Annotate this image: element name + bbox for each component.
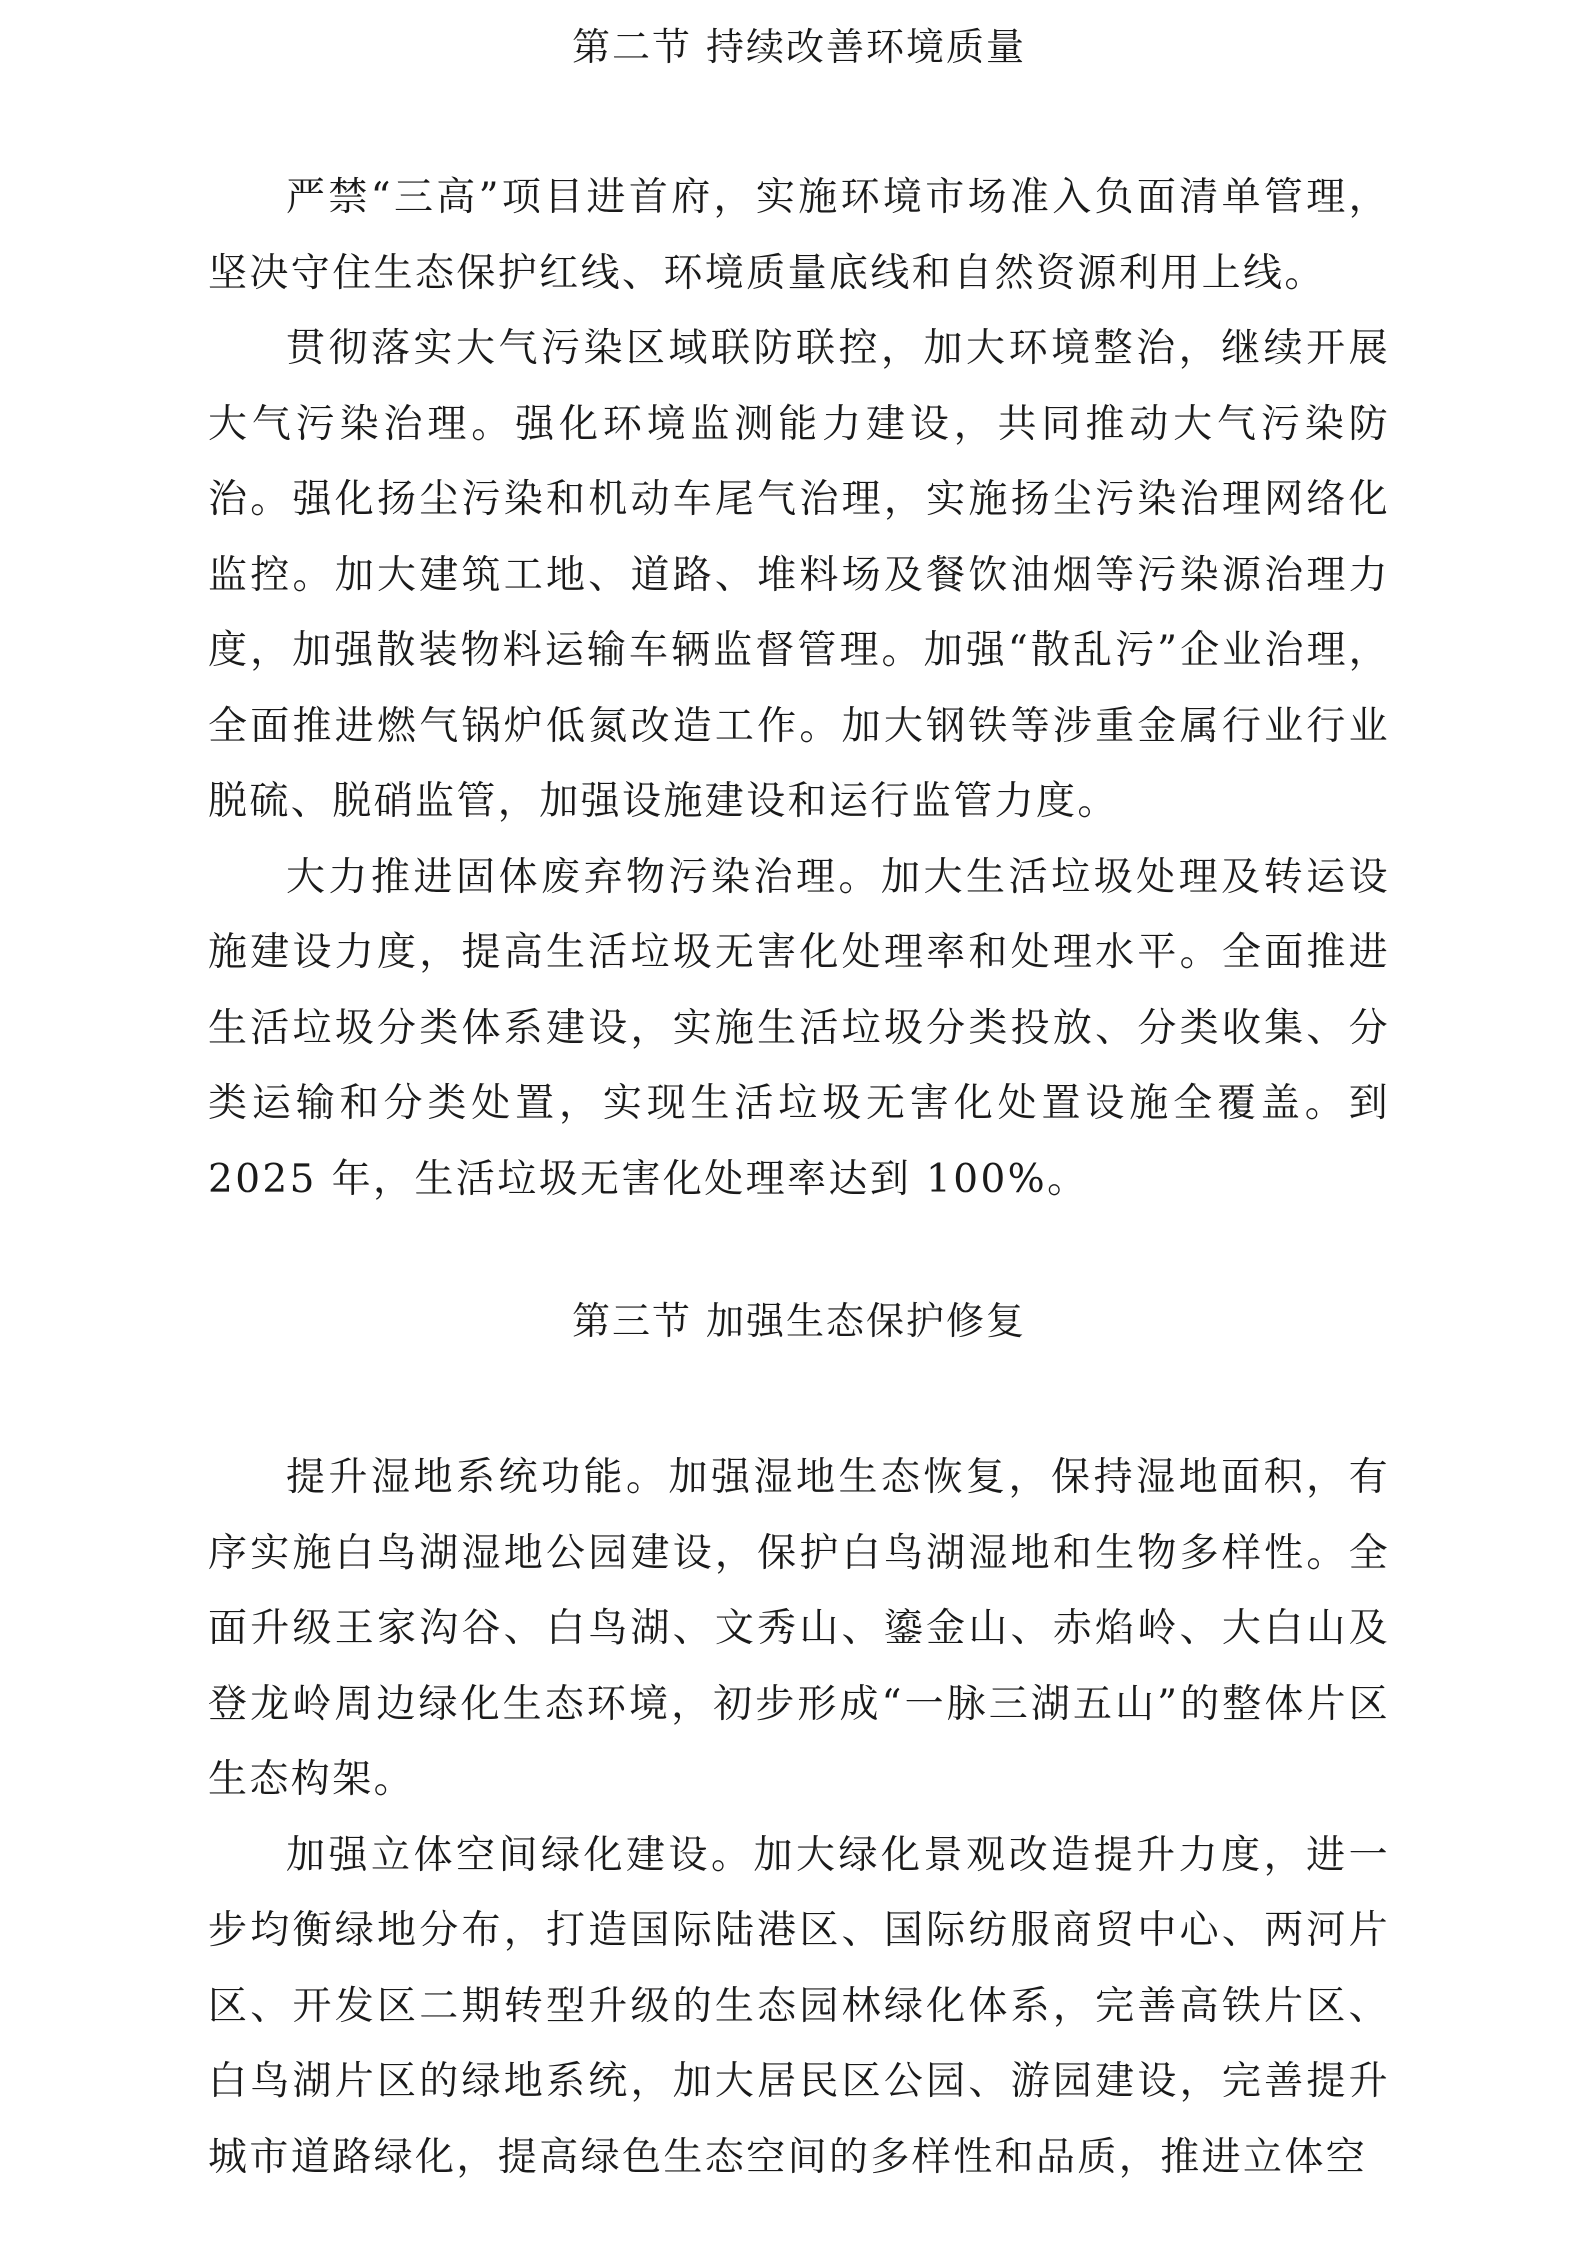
paragraph-text: 加强湿地生态恢复，保持湿地面积，有序实施白鸟湖湿地公园建设，保护白鸟湖湿地和生物多样性。全面升级王家沟谷、白鸟湖、文秀山、鎏金山、赤焰岭、大白山及登龙岭周边绿化生态环境，初步形成“一脉三湖五山”的整体片区生态构架。	[208, 1455, 1390, 1802]
section-heading-2: 第二节 持续改善环境质量	[571, 25, 1027, 69]
paragraph: 严禁“三高”项目进首府，实施环境市场准入负面清单管理，坚决守住生态保护红线、环境质量底线和自然资源利用上线。	[208, 175, 1390, 296]
paragraph: 贯彻落实大气污染区域联防联控，加大环境整治，继续开展大气污染治理。强化环境监测能力建设，共同推动大气污染防治。强化扬尘污染和机动车尾气治理，实施扬尘污染治理网络化监控。加大建筑工地、道路、堆料场及餐饮油烟等污染源治理力度，加强散装物料运输车辆监督管理。加强“散乱污”企业治理，全面推进燃气锅炉低氮改造工作。加大钢铁等涉重金属行业行业脱硫、脱硝监管，加强设施建设和运行监管力度。	[208, 326, 1390, 824]
paragraph: 大力推进固体废弃物污染治理。加大生活垃圾处理及转运设施建设力度，提高生活垃圾无害化处理率和处理水平。全面推进生活垃圾分类体系建设，实施生活垃圾分类投放、分类收集、分类运输和分类处置，实现生活垃圾无害化处置设施全覆盖。到 2025 年，生活垃圾无害化处理率达到 100%。	[208, 854, 1390, 1202]
section-2-body	[208, 160, 1390, 1217]
paragraph-lead: 加强立体空间绿化建设。	[286, 1832, 754, 1878]
section-3-body	[208, 1440, 1390, 2195]
paragraph-lead: 提升湿地系统功能。	[286, 1455, 669, 1500]
paragraph-text: 加大绿化景观改造提升力度，进一步均衡绿地分布，打造国际陆港区、国际纺服商贸中心、两河片区、开发区二期转型升级的生态园林绿化体系，完善高铁片区、白鸟湖片区的绿地系统，加大居民区公园、游园建设，完善提升城市道路绿化，提高绿色生态空间的多样性和品质，推进立体空	[208, 1832, 1390, 2180]
document-page	[208, 0, 1390, 2245]
paragraph	[208, 1440, 1390, 1818]
paragraph	[208, 1818, 1390, 2196]
section-heading-3: 第三节 加强生态保护修复	[571, 1299, 1027, 1343]
